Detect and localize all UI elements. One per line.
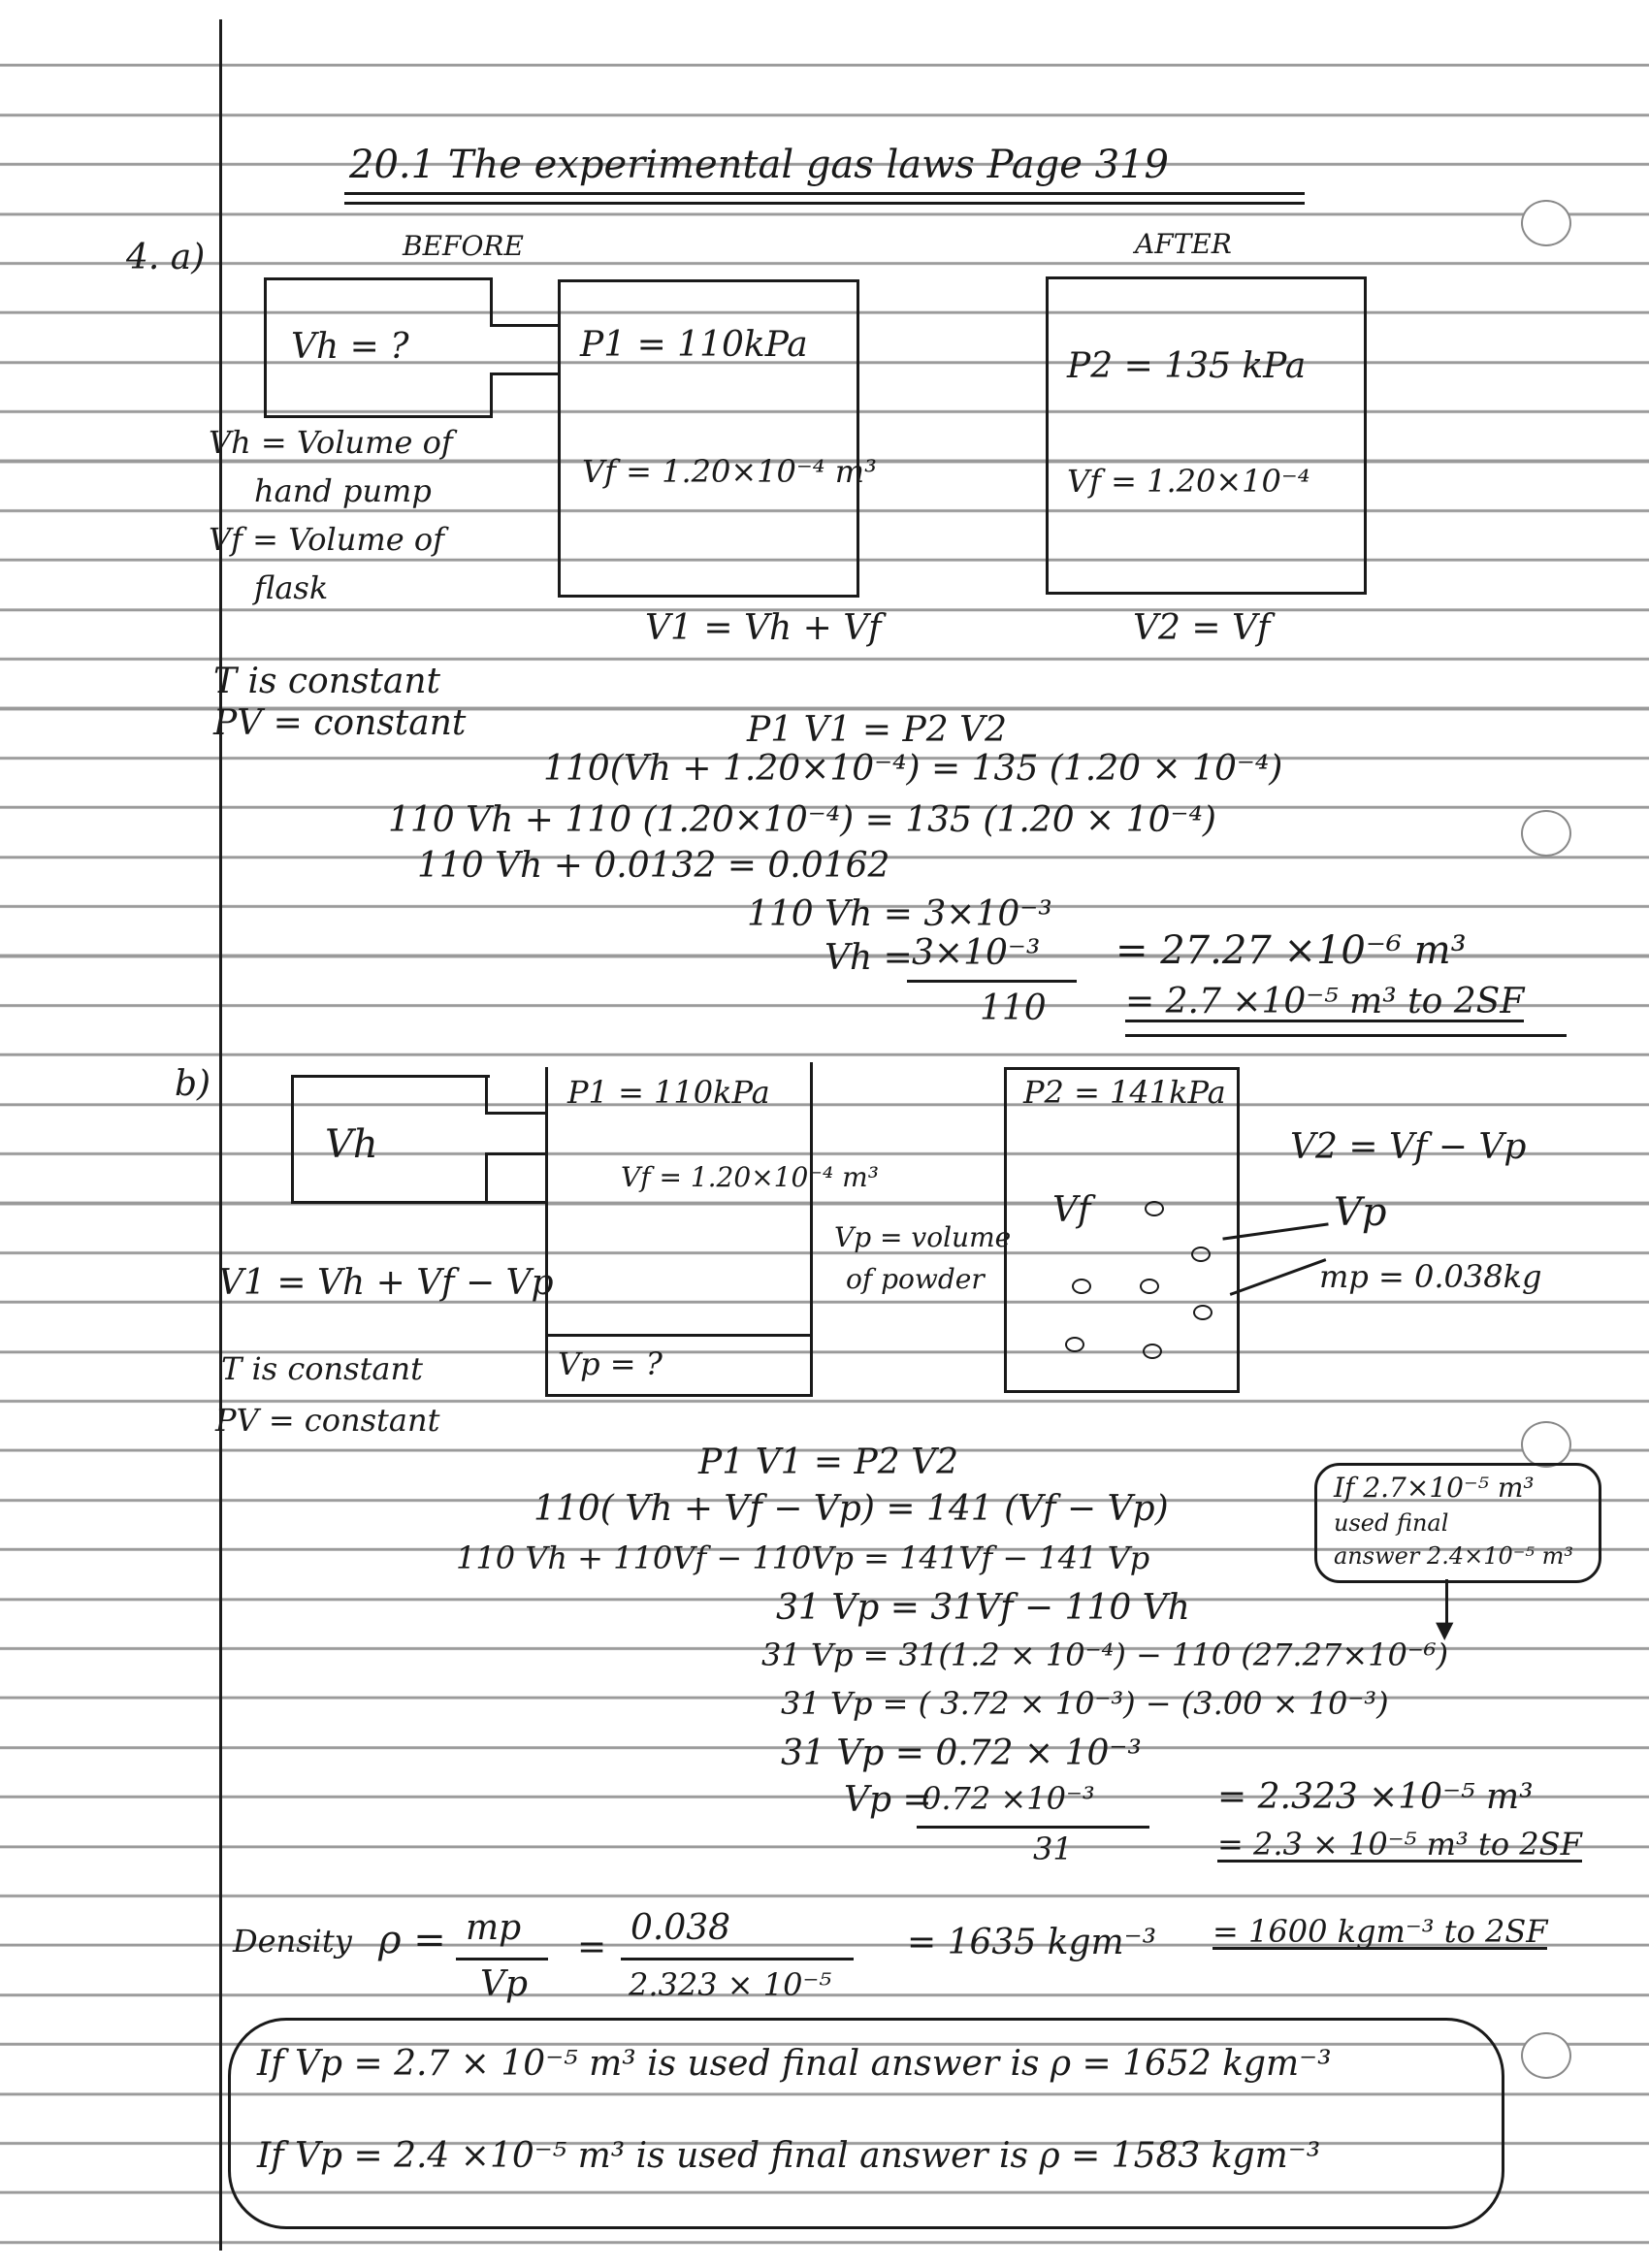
- pump-neck: [485, 1112, 545, 1115]
- density-value-numerator: 0.038: [630, 1908, 731, 1948]
- density-rho: ρ =: [378, 1918, 446, 1962]
- answer-a: = 2.7 ×10⁻⁵ m³ to 2SF: [1125, 982, 1525, 1021]
- pv-constant: PV = constant: [215, 1402, 440, 1439]
- punch-hole: [1521, 200, 1571, 246]
- equation-line: 110 Vh = 3×10⁻³: [747, 894, 1052, 934]
- margin-line: [219, 19, 222, 2251]
- equation-line: 110( Vh + Vf − Vp) = 141 (Vf − Vp): [534, 1489, 1169, 1529]
- answer-double-underline: [1125, 1034, 1567, 1037]
- pump-neck: [490, 373, 493, 418]
- equation-line: 31 Vp = 0.72 × 10⁻³: [781, 1733, 1142, 1773]
- density-value-denominator: 2.323 × 10⁻⁵: [629, 1966, 832, 2003]
- pressure-after: P2 = 135 kPa: [1067, 346, 1307, 386]
- v1-equation: V1 = Vh + Vf − Vp: [218, 1263, 554, 1303]
- def-vh: Vh = Volume of: [209, 424, 453, 461]
- powder-particle: [1145, 1201, 1164, 1216]
- powder-particle: [1072, 1279, 1091, 1294]
- pressure-before: P1 = 110kPa: [580, 325, 808, 365]
- pump-volume-label: Vh: [325, 1122, 378, 1167]
- powder-mass: mp = 0.038kg: [1319, 1258, 1542, 1295]
- flask-before-bottom: [545, 1394, 813, 1397]
- powder-definition-cont: of powder: [846, 1263, 985, 1295]
- punch-hole: [1521, 2032, 1571, 2079]
- fraction-bar: [456, 1958, 548, 1960]
- flask-before-right: [810, 1062, 813, 1397]
- callout-text: If 2.7×10⁻⁵ m³: [1334, 1472, 1535, 1504]
- def-vh-cont: hand pump: [254, 472, 432, 509]
- pump-neck: [490, 373, 558, 375]
- density-label: Density: [233, 1923, 352, 1960]
- equation-line: 110 Vh + 110 (1.20×10⁻⁴) = 135 (1.20 × 10⁻⁴): [388, 800, 1216, 840]
- pump-left: [264, 277, 267, 418]
- title-underline: [344, 192, 1305, 195]
- def-vf: Vf = Volume of: [209, 521, 444, 558]
- temperature-constant: T is constant: [213, 662, 440, 701]
- equation-line: 110 Vh + 110Vf − 110Vp = 141Vf − 141 Vp: [456, 1539, 1150, 1576]
- flask-volume-label: Vf: [1052, 1190, 1091, 1230]
- equation-line: 110 Vh + 0.0132 = 0.0162: [417, 846, 890, 886]
- pump-top: [291, 1075, 490, 1078]
- callout-text: used final: [1334, 1509, 1449, 1537]
- flask-volume-after: Vf = 1.20×10⁻⁴: [1067, 463, 1310, 500]
- v2-equation: V2 = Vf: [1133, 608, 1271, 648]
- equation-line: P1 V1 = P2 V2: [698, 1442, 958, 1482]
- flask-before-left: [545, 1067, 548, 1397]
- fraction-bar: [907, 980, 1077, 983]
- question-label: 4. a): [126, 238, 206, 277]
- fraction-denominator: 31: [1033, 1831, 1073, 1867]
- callout-arrowhead: ▼: [1436, 1616, 1454, 1643]
- density-result: = 1635 kgm⁻³: [907, 1923, 1157, 1962]
- powder-particle: [1143, 1344, 1162, 1359]
- fraction-numerator: 0.72 ×10⁻³: [922, 1780, 1095, 1817]
- pump-neck: [490, 324, 558, 327]
- density-answer: = 1600 kgm⁻³ to 2SF: [1212, 1913, 1548, 1950]
- pointer-line: [1230, 1258, 1327, 1296]
- equation-line: 31 Vp = 31(1.2 × 10⁻⁴) − 110 (27.27×10⁻⁶): [761, 1636, 1449, 1673]
- fraction-denominator: 110: [980, 988, 1047, 1028]
- flask-volume-before: Vf = 1.20×10⁻⁴ m³: [582, 453, 877, 490]
- equation-line: 31 Vp = 31Vf − 110 Vh: [776, 1588, 1190, 1628]
- pump-left: [291, 1075, 294, 1203]
- density-numerator: mp: [466, 1908, 522, 1948]
- density-denominator: Vp: [480, 1964, 529, 2004]
- title-underline: [344, 202, 1305, 205]
- punch-hole: [1521, 1421, 1571, 1468]
- pressure-after: P2 = 141kPa: [1023, 1074, 1226, 1111]
- powder-surface: [545, 1334, 813, 1337]
- pump-neck: [490, 277, 493, 326]
- fraction-bar: [621, 1958, 854, 1960]
- equals-sign: =: [577, 1928, 607, 1967]
- pump-neck: [485, 1152, 545, 1155]
- pump-neck: [485, 1075, 488, 1114]
- fraction-bar: [917, 1826, 1149, 1829]
- pump-top: [264, 277, 492, 280]
- def-vf-cont: flask: [254, 569, 329, 606]
- before-label: BEFORE: [403, 230, 524, 262]
- powder-volume: Vp: [1334, 1190, 1387, 1235]
- after-label: AFTER: [1135, 228, 1232, 260]
- equation-line: 31 Vp = ( 3.72 × 10⁻³) − (3.00 × 10⁻³): [781, 1685, 1389, 1722]
- powder-volume-label: Vp = ?: [558, 1345, 663, 1382]
- flask-after: [1004, 1067, 1240, 1393]
- part-b-label: b): [175, 1064, 211, 1104]
- v1-equation: V1 = Vh + Vf: [645, 608, 882, 648]
- equation-line: 110(Vh + 1.20×10⁻⁴) = 135 (1.20 × 10⁻⁴): [543, 749, 1283, 789]
- powder-particle: [1191, 1247, 1211, 1262]
- page-title: 20.1 The experimental gas laws Page 319: [349, 143, 1169, 187]
- alternative-answer: If Vp = 2.7 × 10⁻⁵ m³ is used final answer is ρ = 1652 kgm⁻³: [257, 2044, 1332, 2084]
- callout-text: answer 2.4×10⁻⁵ m³: [1334, 1542, 1574, 1570]
- flask-after: [1046, 276, 1367, 595]
- flask-volume-before: Vf = 1.20×10⁻⁴ m³: [621, 1161, 879, 1193]
- pump-bottom: [291, 1201, 545, 1204]
- powder-particle: [1065, 1337, 1084, 1352]
- answer-b: = 2.3 × 10⁻⁵ m³ to 2SF: [1217, 1826, 1582, 1863]
- pressure-before: P1 = 110kPa: [567, 1074, 770, 1111]
- pump-volume-label: Vh = ?: [291, 327, 409, 367]
- alternative-answer: If Vp = 2.4 ×10⁻⁵ m³ is used final answer is ρ = 1583 kgm⁻³: [257, 2136, 1321, 2176]
- powder-particle: [1140, 1279, 1159, 1294]
- punch-hole: [1521, 810, 1571, 857]
- answer-b-unrounded: = 2.323 ×10⁻⁵ m³: [1217, 1777, 1534, 1817]
- powder-particle: [1193, 1305, 1212, 1320]
- equation-lhs: Vp =: [844, 1780, 932, 1820]
- equation-lhs: Vh =: [824, 938, 913, 978]
- equation-line: P1 V1 = P2 V2: [747, 710, 1007, 750]
- temperature-constant: T is constant: [221, 1350, 423, 1387]
- fraction-numerator: 3×10⁻³: [912, 933, 1041, 973]
- pump-neck: [485, 1152, 488, 1203]
- pump-bottom: [264, 415, 492, 418]
- pv-constant: PV = constant: [213, 703, 467, 743]
- v2-equation: V2 = Vf − Vp: [1290, 1127, 1527, 1167]
- powder-definition: Vp = volume: [834, 1221, 1012, 1253]
- answer-a-unrounded: = 27.27 ×10⁻⁶ m³: [1116, 928, 1467, 973]
